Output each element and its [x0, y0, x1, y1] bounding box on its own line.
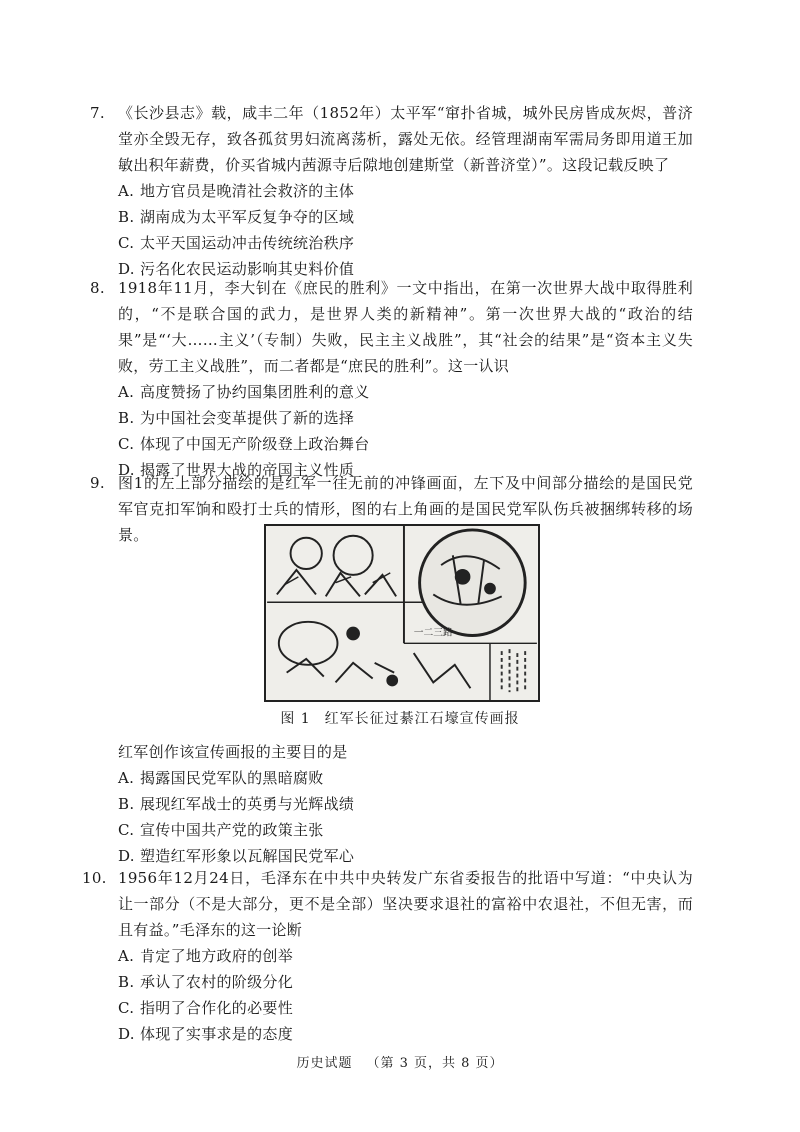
footer-subject: 历史试题 [296, 1056, 353, 1071]
question-number: 7. [90, 104, 105, 122]
option-b: B. 为中国社会变革提供了新的选择 [118, 409, 355, 427]
question-stem: 1956年12月24日，毛泽东在中共中央转发广东省委报告的批语中写道：“中央认为让一部分（不是大部分，更不是全部）坚决要求退社的富裕中农退社，不但无害，而且有益。”毛泽东的这一论断 [118, 869, 693, 939]
option-d: D. 揭露了世界大战的帝国主义性质 [118, 461, 355, 479]
page-footer [0, 1052, 800, 1071]
question-tail: 红军创作该宣传画报的主要目的是 [118, 743, 348, 761]
option-b: B. 展现红军战士的英勇与光辉战绩 [118, 795, 355, 813]
question-number: 8. [90, 279, 105, 297]
options-list [118, 943, 693, 1047]
option-c: C. 体现了中国无产阶级登上政治舞台 [118, 435, 370, 453]
question-10 [82, 865, 693, 1047]
option-a: A. 地方官员是晚清社会救济的主体 [118, 182, 355, 200]
figure-caption-text: 红军长征过綦江石壕宣传画报 [324, 711, 520, 727]
question-9-options [118, 739, 693, 869]
poster-banner-text: 一二三路 [413, 627, 453, 639]
question-7 [90, 100, 693, 282]
option-c: C. 宣传中国共产党的政策主张 [118, 821, 324, 839]
poster-illustration [266, 526, 538, 700]
options-list [118, 379, 693, 483]
question-8 [90, 275, 693, 483]
question-stem: 《长沙县志》载，咸丰二年（1852年）太平军“窜扑省城，城外民房皆成灰烬，普济堂亦全毁无存，致各孤贫男妇流离荡析，露处无依。经管理湖南军需局务即用道王加敏出积年薪费，价买省城内茜源寺后隙地创建斯堂（新普济堂）”。这段记载反映了 [118, 104, 693, 174]
footer-page-number: （第 3 页，共 8 页） [366, 1056, 504, 1071]
option-c: C. 太平天国运动冲击传统统治秩序 [118, 234, 355, 252]
option-a: A. 高度赞扬了协约国集团胜利的意义 [118, 383, 370, 401]
question-number: 9. [90, 474, 105, 492]
option-b: B. 承认了农村的阶级分化 [118, 973, 294, 991]
figure-label: 图 1 [280, 711, 311, 727]
option-d: D. 塑造红军形象以瓦解国民党军心 [118, 847, 355, 865]
options-list [118, 765, 693, 869]
option-a: A. 揭露国民党军队的黑暗腐败 [118, 769, 324, 787]
options-list [118, 178, 693, 282]
option-b: B. 湖南成为太平军反复争夺的区域 [118, 208, 355, 226]
figure-caption [0, 708, 800, 728]
option-d: D. 污名化农民运动影响其史料价值 [118, 260, 355, 278]
question-number: 10. [82, 869, 107, 887]
option-a: A. 肯定了地方政府的创举 [118, 947, 294, 965]
question-stem: 1918年11月，李大钊在《庶民的胜利》一文中指出，在第一次世界大战中取得胜利的，“不是联合国的武力，是世界人类的新精神”。第一次世界大战的“政治的结果”是“‘大……主义’（专制）失败，民主主义战胜”，其“社会的结果”是“资本主义失败，劳工主义战胜”，而二者都是“庶民的胜利”。这一认识 [118, 279, 693, 375]
question-stem: 图1的左上部分描绘的是红军一往无前的冲锋画面，左下及中间部分描绘的是国民党军官克扣军饷和殴打士兵的情形，图的右上角画的是国民党军队伤兵被捆绑转移的场景。 [118, 474, 693, 544]
option-c: C. 指明了合作化的必要性 [118, 999, 294, 1017]
option-d: D. 体现了实事求是的态度 [118, 1025, 294, 1043]
propaganda-poster-image [264, 524, 540, 702]
